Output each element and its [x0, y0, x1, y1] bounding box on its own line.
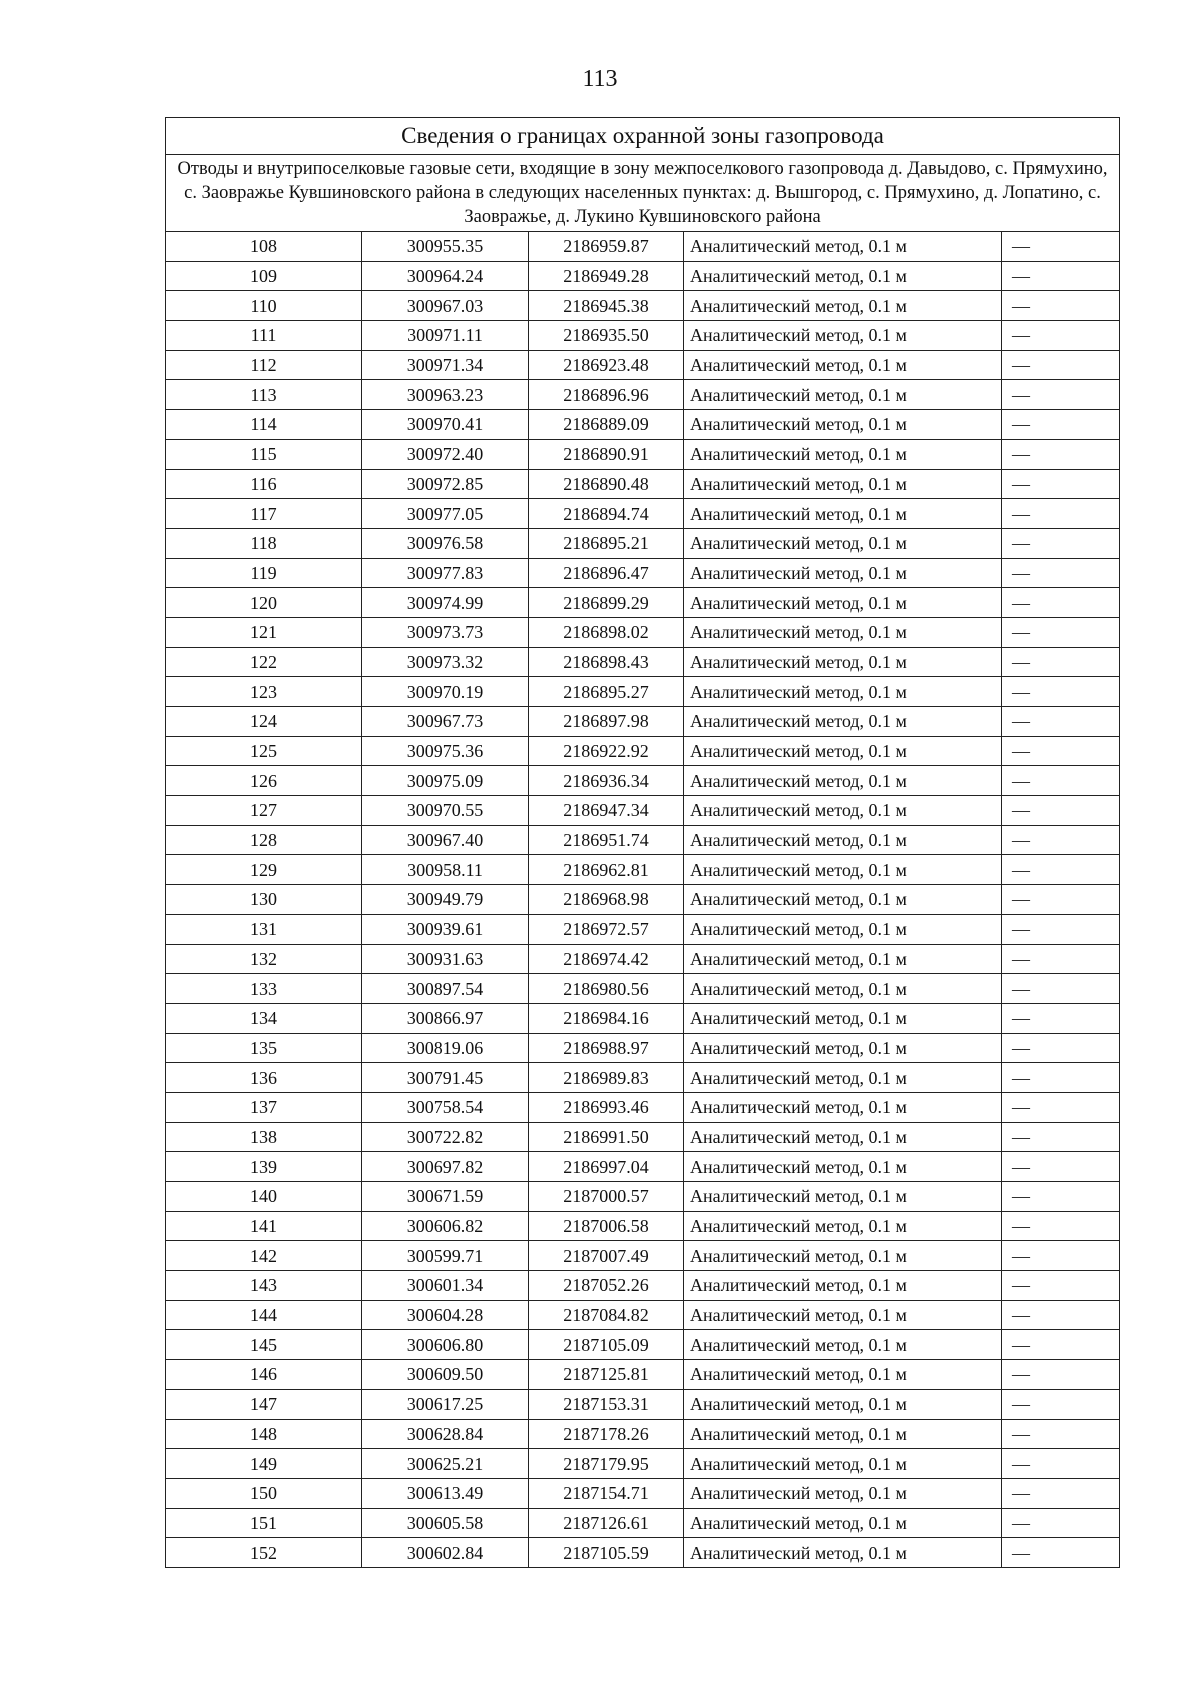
method-cell: Аналитический метод, 0.1 м	[684, 499, 1002, 529]
note-cell: —	[1002, 350, 1120, 380]
note-cell: —	[1002, 885, 1120, 915]
method-cell: Аналитический метод, 0.1 м	[684, 469, 1002, 499]
note-cell: —	[1002, 232, 1120, 262]
x-coordinate-cell: 300939.61	[362, 914, 529, 944]
point-number-cell: 140	[166, 1182, 362, 1212]
note-cell: —	[1002, 1508, 1120, 1538]
table-row	[166, 558, 1120, 588]
note-cell: —	[1002, 736, 1120, 766]
note-cell: —	[1002, 1389, 1120, 1419]
note-cell: —	[1002, 914, 1120, 944]
x-coordinate-cell: 300975.09	[362, 766, 529, 796]
method-cell: Аналитический метод, 0.1 м	[684, 736, 1002, 766]
y-coordinate-cell: 2187154.71	[529, 1478, 684, 1508]
table-row	[166, 499, 1120, 529]
y-coordinate-cell: 2186945.38	[529, 291, 684, 321]
table-title: Сведения о границах охранной зоны газопровода	[166, 118, 1120, 155]
method-cell: Аналитический метод, 0.1 м	[684, 528, 1002, 558]
point-number-cell: 109	[166, 261, 362, 291]
x-coordinate-cell: 300970.41	[362, 410, 529, 440]
method-cell: Аналитический метод, 0.1 м	[684, 1389, 1002, 1419]
method-cell: Аналитический метод, 0.1 м	[684, 766, 1002, 796]
note-cell: —	[1002, 469, 1120, 499]
point-number-cell: 132	[166, 944, 362, 974]
x-coordinate-cell: 300963.23	[362, 380, 529, 410]
y-coordinate-cell: 2186949.28	[529, 261, 684, 291]
method-cell: Аналитический метод, 0.1 м	[684, 1063, 1002, 1093]
method-cell: Аналитический метод, 0.1 м	[684, 439, 1002, 469]
method-cell: Аналитический метод, 0.1 м	[684, 885, 1002, 915]
y-coordinate-cell: 2186984.16	[529, 1003, 684, 1033]
method-cell: Аналитический метод, 0.1 м	[684, 1033, 1002, 1063]
y-coordinate-cell: 2186974.42	[529, 944, 684, 974]
method-cell: Аналитический метод, 0.1 м	[684, 1241, 1002, 1271]
point-number-cell: 129	[166, 855, 362, 885]
x-coordinate-cell: 300971.11	[362, 321, 529, 351]
point-number-cell: 151	[166, 1508, 362, 1538]
method-cell: Аналитический метод, 0.1 м	[684, 1419, 1002, 1449]
x-coordinate-cell: 300758.54	[362, 1092, 529, 1122]
table-row	[166, 914, 1120, 944]
point-number-cell: 116	[166, 469, 362, 499]
method-cell: Аналитический метод, 0.1 м	[684, 1508, 1002, 1538]
note-cell: —	[1002, 1538, 1120, 1568]
point-number-cell: 147	[166, 1389, 362, 1419]
note-cell: —	[1002, 944, 1120, 974]
table-row	[166, 1271, 1120, 1301]
y-coordinate-cell: 2187006.58	[529, 1211, 684, 1241]
x-coordinate-cell: 300602.84	[362, 1538, 529, 1568]
table-row	[166, 766, 1120, 796]
table-body	[166, 118, 1120, 1568]
y-coordinate-cell: 2186962.81	[529, 855, 684, 885]
y-coordinate-cell: 2186897.98	[529, 707, 684, 737]
y-coordinate-cell: 2186890.91	[529, 439, 684, 469]
point-number-cell: 152	[166, 1538, 362, 1568]
x-coordinate-cell: 300949.79	[362, 885, 529, 915]
point-number-cell: 125	[166, 736, 362, 766]
table-row	[166, 439, 1120, 469]
method-cell: Аналитический метод, 0.1 м	[684, 291, 1002, 321]
method-cell: Аналитический метод, 0.1 м	[684, 410, 1002, 440]
note-cell: —	[1002, 380, 1120, 410]
point-number-cell: 130	[166, 885, 362, 915]
x-coordinate-cell: 300972.40	[362, 439, 529, 469]
note-cell: —	[1002, 1152, 1120, 1182]
note-cell: —	[1002, 499, 1120, 529]
table-row	[166, 677, 1120, 707]
table-row	[166, 1241, 1120, 1271]
point-number-cell: 115	[166, 439, 362, 469]
note-cell: —	[1002, 558, 1120, 588]
point-number-cell: 126	[166, 766, 362, 796]
table-row	[166, 1449, 1120, 1479]
note-cell: —	[1002, 1092, 1120, 1122]
y-coordinate-cell: 2186951.74	[529, 825, 684, 855]
table-row	[166, 350, 1120, 380]
x-coordinate-cell: 300973.73	[362, 617, 529, 647]
note-cell: —	[1002, 825, 1120, 855]
note-cell: —	[1002, 261, 1120, 291]
table-row	[166, 1063, 1120, 1093]
point-number-cell: 143	[166, 1271, 362, 1301]
table-subtitle: Отводы и внутрипоселковые газовые сети, входящие в зону межпоселкового газопровода д. Давыдово, с. Прямухино, с. Заовражье Кувшиновского района в следующих населенных пунктах: д. Вышгород, с. Прямухино, д. Лопатино, с. Заовражье, д. Лукино Кувшиновского района	[166, 155, 1120, 232]
note-cell: —	[1002, 1241, 1120, 1271]
y-coordinate-cell: 2186959.87	[529, 232, 684, 262]
y-coordinate-cell: 2186922.92	[529, 736, 684, 766]
note-cell: —	[1002, 321, 1120, 351]
table-row	[166, 647, 1120, 677]
note-cell: —	[1002, 1063, 1120, 1093]
x-coordinate-cell: 300722.82	[362, 1122, 529, 1152]
table-row	[166, 291, 1120, 321]
method-cell: Аналитический метод, 0.1 м	[684, 1300, 1002, 1330]
x-coordinate-cell: 300967.40	[362, 825, 529, 855]
x-coordinate-cell: 300599.71	[362, 1241, 529, 1271]
note-cell: —	[1002, 1330, 1120, 1360]
method-cell: Аналитический метод, 0.1 м	[684, 261, 1002, 291]
y-coordinate-cell: 2186923.48	[529, 350, 684, 380]
note-cell: —	[1002, 1003, 1120, 1033]
y-coordinate-cell: 2187007.49	[529, 1241, 684, 1271]
x-coordinate-cell: 300606.80	[362, 1330, 529, 1360]
method-cell: Аналитический метод, 0.1 м	[684, 1271, 1002, 1301]
y-coordinate-cell: 2186935.50	[529, 321, 684, 351]
point-number-cell: 142	[166, 1241, 362, 1271]
method-cell: Аналитический метод, 0.1 м	[684, 1092, 1002, 1122]
point-number-cell: 133	[166, 974, 362, 1004]
y-coordinate-cell: 2186895.27	[529, 677, 684, 707]
note-cell: —	[1002, 1300, 1120, 1330]
table-row	[166, 1300, 1120, 1330]
method-cell: Аналитический метод, 0.1 м	[684, 1330, 1002, 1360]
point-number-cell: 145	[166, 1330, 362, 1360]
y-coordinate-cell: 2186988.97	[529, 1033, 684, 1063]
table-row	[166, 855, 1120, 885]
method-cell: Аналитический метод, 0.1 м	[684, 855, 1002, 885]
y-coordinate-cell: 2186989.83	[529, 1063, 684, 1093]
x-coordinate-cell: 300791.45	[362, 1063, 529, 1093]
method-cell: Аналитический метод, 0.1 м	[684, 1182, 1002, 1212]
note-cell: —	[1002, 291, 1120, 321]
method-cell: Аналитический метод, 0.1 м	[684, 350, 1002, 380]
y-coordinate-cell: 2187153.31	[529, 1389, 684, 1419]
method-cell: Аналитический метод, 0.1 м	[684, 796, 1002, 826]
table-row	[166, 825, 1120, 855]
method-cell: Аналитический метод, 0.1 м	[684, 558, 1002, 588]
point-number-cell: 144	[166, 1300, 362, 1330]
y-coordinate-cell: 2186898.02	[529, 617, 684, 647]
point-number-cell: 110	[166, 291, 362, 321]
method-cell: Аналитический метод, 0.1 м	[684, 1152, 1002, 1182]
method-cell: Аналитический метод, 0.1 м	[684, 1211, 1002, 1241]
table-row	[166, 1152, 1120, 1182]
method-cell: Аналитический метод, 0.1 м	[684, 825, 1002, 855]
note-cell: —	[1002, 1449, 1120, 1479]
table-row	[166, 588, 1120, 618]
point-number-cell: 128	[166, 825, 362, 855]
point-number-cell: 111	[166, 321, 362, 351]
y-coordinate-cell: 2187126.61	[529, 1508, 684, 1538]
x-coordinate-cell: 300866.97	[362, 1003, 529, 1033]
table-row	[166, 469, 1120, 499]
point-number-cell: 123	[166, 677, 362, 707]
point-number-cell: 149	[166, 1449, 362, 1479]
x-coordinate-cell: 300605.58	[362, 1508, 529, 1538]
y-coordinate-cell: 2187179.95	[529, 1449, 684, 1479]
x-coordinate-cell: 300606.82	[362, 1211, 529, 1241]
x-coordinate-cell: 300931.63	[362, 944, 529, 974]
table-row	[166, 1538, 1120, 1568]
y-coordinate-cell: 2186899.29	[529, 588, 684, 618]
y-coordinate-cell: 2186895.21	[529, 528, 684, 558]
note-cell: —	[1002, 647, 1120, 677]
y-coordinate-cell: 2187105.59	[529, 1538, 684, 1568]
point-number-cell: 120	[166, 588, 362, 618]
point-number-cell: 138	[166, 1122, 362, 1152]
note-cell: —	[1002, 766, 1120, 796]
x-coordinate-cell: 300613.49	[362, 1478, 529, 1508]
y-coordinate-cell: 2186890.48	[529, 469, 684, 499]
y-coordinate-cell: 2186936.34	[529, 766, 684, 796]
x-coordinate-cell: 300971.34	[362, 350, 529, 380]
method-cell: Аналитический метод, 0.1 м	[684, 974, 1002, 1004]
point-number-cell: 124	[166, 707, 362, 737]
point-number-cell: 131	[166, 914, 362, 944]
note-cell: —	[1002, 528, 1120, 558]
table-row	[166, 796, 1120, 826]
method-cell: Аналитический метод, 0.1 м	[684, 588, 1002, 618]
table-row	[166, 410, 1120, 440]
point-number-cell: 114	[166, 410, 362, 440]
note-cell: —	[1002, 707, 1120, 737]
table-row	[166, 1033, 1120, 1063]
note-cell: —	[1002, 796, 1120, 826]
y-coordinate-cell: 2186947.34	[529, 796, 684, 826]
x-coordinate-cell: 300617.25	[362, 1389, 529, 1419]
x-coordinate-cell: 300958.11	[362, 855, 529, 885]
table-row	[166, 1003, 1120, 1033]
x-coordinate-cell: 300972.85	[362, 469, 529, 499]
y-coordinate-cell: 2186993.46	[529, 1092, 684, 1122]
note-cell: —	[1002, 1211, 1120, 1241]
point-number-cell: 134	[166, 1003, 362, 1033]
point-number-cell: 118	[166, 528, 362, 558]
table-row	[166, 1122, 1120, 1152]
x-coordinate-cell: 300976.58	[362, 528, 529, 558]
y-coordinate-cell: 2186896.47	[529, 558, 684, 588]
table-row	[166, 1419, 1120, 1449]
y-coordinate-cell: 2186968.98	[529, 885, 684, 915]
point-number-cell: 136	[166, 1063, 362, 1093]
table-row	[166, 974, 1120, 1004]
table-row	[166, 1182, 1120, 1212]
table-row	[166, 736, 1120, 766]
y-coordinate-cell: 2187105.09	[529, 1330, 684, 1360]
x-coordinate-cell: 300625.21	[362, 1449, 529, 1479]
x-coordinate-cell: 300970.55	[362, 796, 529, 826]
note-cell: —	[1002, 1033, 1120, 1063]
x-coordinate-cell: 300955.35	[362, 232, 529, 262]
y-coordinate-cell: 2187125.81	[529, 1360, 684, 1390]
table-row	[166, 707, 1120, 737]
y-coordinate-cell: 2186972.57	[529, 914, 684, 944]
x-coordinate-cell: 300601.34	[362, 1271, 529, 1301]
note-cell: —	[1002, 439, 1120, 469]
y-coordinate-cell: 2187084.82	[529, 1300, 684, 1330]
point-number-cell: 139	[166, 1152, 362, 1182]
y-coordinate-cell: 2186991.50	[529, 1122, 684, 1152]
note-cell: —	[1002, 1182, 1120, 1212]
method-cell: Аналитический метод, 0.1 м	[684, 380, 1002, 410]
note-cell: —	[1002, 1478, 1120, 1508]
x-coordinate-cell: 300974.99	[362, 588, 529, 618]
note-cell: —	[1002, 1122, 1120, 1152]
note-cell: —	[1002, 1271, 1120, 1301]
table-row	[166, 321, 1120, 351]
y-coordinate-cell: 2186898.43	[529, 647, 684, 677]
note-cell: —	[1002, 855, 1120, 885]
table-row	[166, 944, 1120, 974]
point-number-cell: 137	[166, 1092, 362, 1122]
method-cell: Аналитический метод, 0.1 м	[684, 944, 1002, 974]
y-coordinate-cell: 2186894.74	[529, 499, 684, 529]
point-number-cell: 127	[166, 796, 362, 826]
table-row	[166, 1478, 1120, 1508]
y-coordinate-cell: 2186889.09	[529, 410, 684, 440]
x-coordinate-cell: 300671.59	[362, 1182, 529, 1212]
method-cell: Аналитический метод, 0.1 м	[684, 1478, 1002, 1508]
method-cell: Аналитический метод, 0.1 м	[684, 707, 1002, 737]
point-number-cell: 112	[166, 350, 362, 380]
table-row	[166, 1092, 1120, 1122]
note-cell: —	[1002, 1419, 1120, 1449]
note-cell: —	[1002, 1360, 1120, 1390]
y-coordinate-cell: 2186980.56	[529, 974, 684, 1004]
point-number-cell: 108	[166, 232, 362, 262]
method-cell: Аналитический метод, 0.1 м	[684, 617, 1002, 647]
point-number-cell: 148	[166, 1419, 362, 1449]
y-coordinate-cell: 2186896.96	[529, 380, 684, 410]
note-cell: —	[1002, 677, 1120, 707]
point-number-cell: 113	[166, 380, 362, 410]
x-coordinate-cell: 300967.73	[362, 707, 529, 737]
y-coordinate-cell: 2186997.04	[529, 1152, 684, 1182]
x-coordinate-cell: 300967.03	[362, 291, 529, 321]
x-coordinate-cell: 300973.32	[362, 647, 529, 677]
table-row	[166, 1360, 1120, 1390]
table-row	[166, 1211, 1120, 1241]
table-row	[166, 232, 1120, 262]
point-number-cell: 135	[166, 1033, 362, 1063]
x-coordinate-cell: 300970.19	[362, 677, 529, 707]
x-coordinate-cell: 300604.28	[362, 1300, 529, 1330]
table-row	[166, 380, 1120, 410]
table-row	[166, 261, 1120, 291]
y-coordinate-cell: 2187052.26	[529, 1271, 684, 1301]
method-cell: Аналитический метод, 0.1 м	[684, 1538, 1002, 1568]
table-row	[166, 885, 1120, 915]
method-cell: Аналитический метод, 0.1 м	[684, 321, 1002, 351]
table-row	[166, 617, 1120, 647]
point-number-cell: 141	[166, 1211, 362, 1241]
x-coordinate-cell: 300628.84	[362, 1419, 529, 1449]
method-cell: Аналитический метод, 0.1 м	[684, 232, 1002, 262]
point-number-cell: 121	[166, 617, 362, 647]
x-coordinate-cell: 300897.54	[362, 974, 529, 1004]
y-coordinate-cell: 2187178.26	[529, 1419, 684, 1449]
method-cell: Аналитический метод, 0.1 м	[684, 677, 1002, 707]
method-cell: Аналитический метод, 0.1 м	[684, 647, 1002, 677]
note-cell: —	[1002, 974, 1120, 1004]
method-cell: Аналитический метод, 0.1 м	[684, 1360, 1002, 1390]
table-row	[166, 528, 1120, 558]
method-cell: Аналитический метод, 0.1 м	[684, 1003, 1002, 1033]
x-coordinate-cell: 300697.82	[362, 1152, 529, 1182]
table-row	[166, 1389, 1120, 1419]
point-number-cell: 122	[166, 647, 362, 677]
point-number-cell: 117	[166, 499, 362, 529]
page-number: 113	[582, 66, 618, 92]
table-row	[166, 1330, 1120, 1360]
boundary-table	[165, 117, 1120, 1568]
x-coordinate-cell: 300977.05	[362, 499, 529, 529]
note-cell: —	[1002, 588, 1120, 618]
method-cell: Аналитический метод, 0.1 м	[684, 914, 1002, 944]
y-coordinate-cell: 2187000.57	[529, 1182, 684, 1212]
method-cell: Аналитический метод, 0.1 м	[684, 1122, 1002, 1152]
point-number-cell: 146	[166, 1360, 362, 1390]
x-coordinate-cell: 300975.36	[362, 736, 529, 766]
x-coordinate-cell: 300609.50	[362, 1360, 529, 1390]
point-number-cell: 119	[166, 558, 362, 588]
x-coordinate-cell: 300964.24	[362, 261, 529, 291]
title-row	[166, 118, 1120, 155]
point-number-cell: 150	[166, 1478, 362, 1508]
table-row	[166, 1508, 1120, 1538]
x-coordinate-cell: 300819.06	[362, 1033, 529, 1063]
x-coordinate-cell: 300977.83	[362, 558, 529, 588]
note-cell: —	[1002, 617, 1120, 647]
note-cell: —	[1002, 410, 1120, 440]
subtitle-row	[166, 155, 1120, 232]
method-cell: Аналитический метод, 0.1 м	[684, 1449, 1002, 1479]
